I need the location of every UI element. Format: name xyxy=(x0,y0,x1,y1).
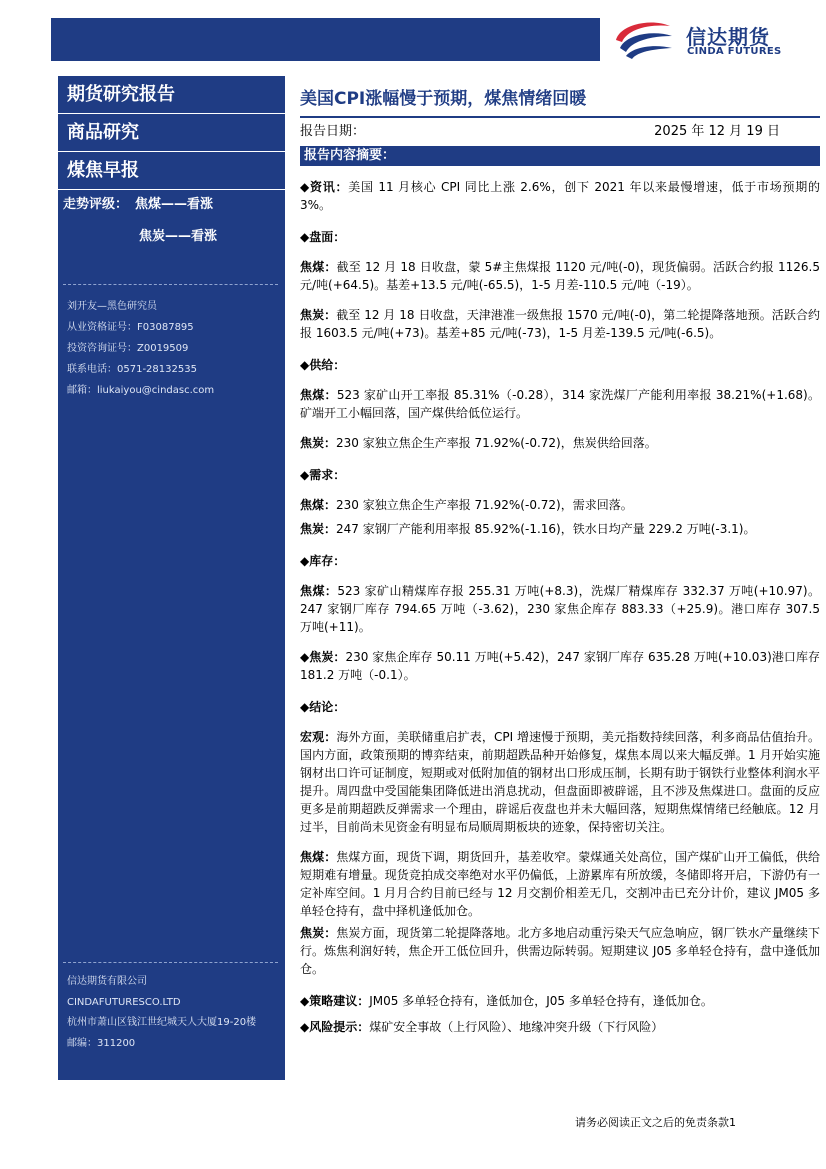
strategy-paragraph xyxy=(300,992,820,1010)
conclusion-coking-coal-text: 焦煤方面，现货下调，期货回升，基差收窄。蒙煤通关处高位，国产煤矿山开工偏低，供给短期难有增量。现货竞拍成交率绝对水平仍偏低，上游累库有所放缓，冬储即将开启，下游仍有一定补库空间。1 月月合约目前已经与 12 月交割价相差无几，交割冲击已充分计价，建议 JM05 多单轻仓持有，盘中择机逢低加仓。 xyxy=(300,850,820,918)
company-name: 信达期货有限公司 xyxy=(67,976,147,987)
news-paragraph xyxy=(300,178,820,214)
coking-coal-label: 焦煤： xyxy=(300,388,337,402)
cinda-logo-icon xyxy=(612,18,674,60)
risk-paragraph xyxy=(300,1018,820,1036)
top-banner xyxy=(51,18,600,61)
coke-label: 焦炭： xyxy=(300,308,337,322)
risk-label: ◆风险提示： xyxy=(300,1020,370,1034)
rating-coking-coal: 焦煤——看涨 xyxy=(135,197,214,212)
market-coking-coal-text: 截至 12 月 18 日收盘，蒙 5#主焦煤报 1120 元/吨(-0)，现货偏弱。活跃合约报 1126.5 元/吨(+64.5)。基差+13.5 元/吨(-65.5)，1-5 月差-110.5 元/吨（-19）。 xyxy=(300,260,820,292)
report-date-label: 报告日期： xyxy=(300,124,366,139)
market-coke-text: 截至 12 月 18 日收盘，天津港准一级焦报 1570 元/吨(-0)，第二轮提降落地预。活跃合约报 1603.5 元/吨(+73)。基差+85 元/吨(-73)，1-5 月差-139.5 元/吨(-6.5)。 xyxy=(300,308,820,340)
company-address: 杭州市萧山区钱江世纪城天人大厦19-20楼 xyxy=(67,1017,257,1028)
inventory-coking-coal xyxy=(300,582,820,636)
news-label: ◆资讯： xyxy=(300,180,349,194)
coking-coal-label: 焦煤： xyxy=(300,850,337,864)
category-commodity: 商品研究 xyxy=(58,114,285,152)
company-postcode: 邮编：311200 xyxy=(67,1037,136,1049)
report-date-row xyxy=(300,118,820,146)
logo-name-cn: 信达期货 xyxy=(686,25,770,49)
conclusion-macro-text: 海外方面，美联储重启扩表，CPI 增速慢于预期，美元指数持续回落，利多商品估值抬升。国内方面，政策预期的博弈结束，前期超跌品种开始修复，煤焦本周以来大幅反弹。1 月开始实施钢材出口许可证制度，短期或对低附加值的钢材出口形成压制，长期有助于钢铁行业整体利润水平提升。周四盘中受国能集团降低进出消息扰动，但盘面即被辟谣，且不涉及焦煤进口。盘面的反应更多是前期超跌反弹需求一个理由，辟谣后夜盘也并未大幅回落，短期焦煤情绪已经触底。12 月过半，目前尚未见资金有明显布局顺周期板块的迹象，保持密切关注。 xyxy=(300,730,820,834)
strategy-text: JM05 多单轻仓持有，逢低加仓，J05 多单轻仓持有，逢低加仓。 xyxy=(369,994,713,1008)
trend-rating xyxy=(58,190,285,261)
conclusion-coking-coal xyxy=(300,848,820,920)
demand-heading: ◆需求： xyxy=(300,468,346,482)
sidebar-divider xyxy=(63,962,278,963)
main-content xyxy=(300,86,820,1036)
category-report-type: 期货研究报告 xyxy=(58,76,285,114)
rating-label: 走势评级： xyxy=(63,197,129,212)
conclusion-macro xyxy=(300,728,820,836)
macro-label: 宏观： xyxy=(300,730,337,744)
report-date: 2025 年 12 月 19 日 xyxy=(654,124,780,139)
analyst-phone: 联系电话：0571-28132535 xyxy=(67,364,197,375)
demand-coke xyxy=(300,520,820,538)
logo-name-en: CINDA FUTURES xyxy=(687,46,782,57)
coking-coal-label: 焦煤： xyxy=(300,584,338,598)
conclusion-coke-text: 焦炭方面，现货第二轮提降落地。北方多地启动重污染天气应急响应，钢厂铁水产量继续下行。炼焦利润好转，焦企开工低位回升，供需边际转弱。短期建议 J05 多单轻仓持有，盘中逢低加仓。 xyxy=(300,926,820,976)
coke-label: ◆焦炭： xyxy=(300,650,346,664)
coke-label: 焦炭： xyxy=(300,522,337,536)
company-info xyxy=(67,972,256,1054)
disclaimer-note: 请务必阅读正文之后的免责条款1 xyxy=(575,1116,736,1129)
report-title: 美国CPI涨幅慢于预期，煤焦情绪回暖 xyxy=(300,89,587,109)
analyst-license: 从业资格证号：F03087895 xyxy=(67,322,194,333)
inventory-coke-text: 230 家焦企库存 50.11 万吨(+5.42)，247 家钢厂库存 635.28 万吨(+10.03)港口库存 181.2 万吨（-0.1）。 xyxy=(300,650,821,682)
coking-coal-label: 焦煤： xyxy=(300,498,337,512)
analyst-name: 刘开友—黑色研究员 xyxy=(67,301,157,312)
market-coke xyxy=(300,306,820,342)
abstract-header: 报告内容摘要： xyxy=(300,146,820,166)
demand-coking-coal-text: 230 家独立焦企生产率报 71.92%(-0.72)，需求回落。 xyxy=(336,498,633,512)
supply-coking-coal xyxy=(300,386,820,422)
risk-text: 煤矿安全事故（上行风险）、地缘冲突升级（下行风险） xyxy=(369,1020,664,1034)
rating-coke: 焦炭——看涨 xyxy=(139,229,218,244)
inventory-coking-coal-text: 523 家矿山精煤库存报 255.31 万吨(+8.3)，洗煤厂精煤库存 332.37 万吨(+10.97)。247 家钢厂库存 794.65 万吨（-3.62)，230 家焦企库存 883.33（+25.9)。港口库存 307.5 万吨(+11)。 xyxy=(300,584,820,634)
strategy-label: ◆策略建议： xyxy=(300,994,370,1008)
cinda-logo xyxy=(612,16,802,62)
supply-coking-coal-text: 523 家矿山开工率报 85.31%（-0.28），314 家洗煤厂产能利用率报 38.21%(+1.68)。矿端开工小幅回落，国产煤供给低位运行。 xyxy=(300,388,820,420)
coke-label: 焦炭： xyxy=(300,926,337,940)
analyst-advisory-license: 投资咨询证号：Z0019509 xyxy=(67,343,189,354)
category-daily: 煤焦早报 xyxy=(58,152,285,190)
supply-heading: ◆供给： xyxy=(300,358,346,372)
market-heading: ◆盘面： xyxy=(300,230,346,244)
demand-coke-text: 247 家钢厂产能利用率报 85.92%(-1.16)，铁水日均产量 229.2 万吨(-3.1)。 xyxy=(336,522,756,536)
company-name-en: CINDAFUTURESCO.LTD xyxy=(67,996,181,1008)
sidebar xyxy=(58,76,285,1080)
supply-coke xyxy=(300,434,820,452)
sidebar-divider xyxy=(63,284,278,285)
demand-coking-coal xyxy=(300,496,820,514)
inventory-coke xyxy=(300,648,820,684)
supply-coke-text: 230 家独立焦企生产率报 71.92%(-0.72)，焦炭供给回落。 xyxy=(336,436,657,450)
analyst-info xyxy=(67,296,214,401)
coking-coal-label: 焦煤： xyxy=(300,260,337,274)
coke-label: 焦炭： xyxy=(300,436,337,450)
conclusion-coke xyxy=(300,924,820,978)
analyst-email: 邮箱：liukaiyou@cindasc.com xyxy=(67,385,215,396)
conclusion-heading: ◆结论： xyxy=(300,700,346,714)
news-text: 美国 11 月核心 CPI 同比上涨 2.6%，创下 2021 年以来最慢增速，低于市场预期的 3%。 xyxy=(300,180,821,212)
report-body xyxy=(300,178,820,1036)
inventory-heading: ◆库存： xyxy=(300,554,346,568)
market-coking-coal xyxy=(300,258,820,294)
